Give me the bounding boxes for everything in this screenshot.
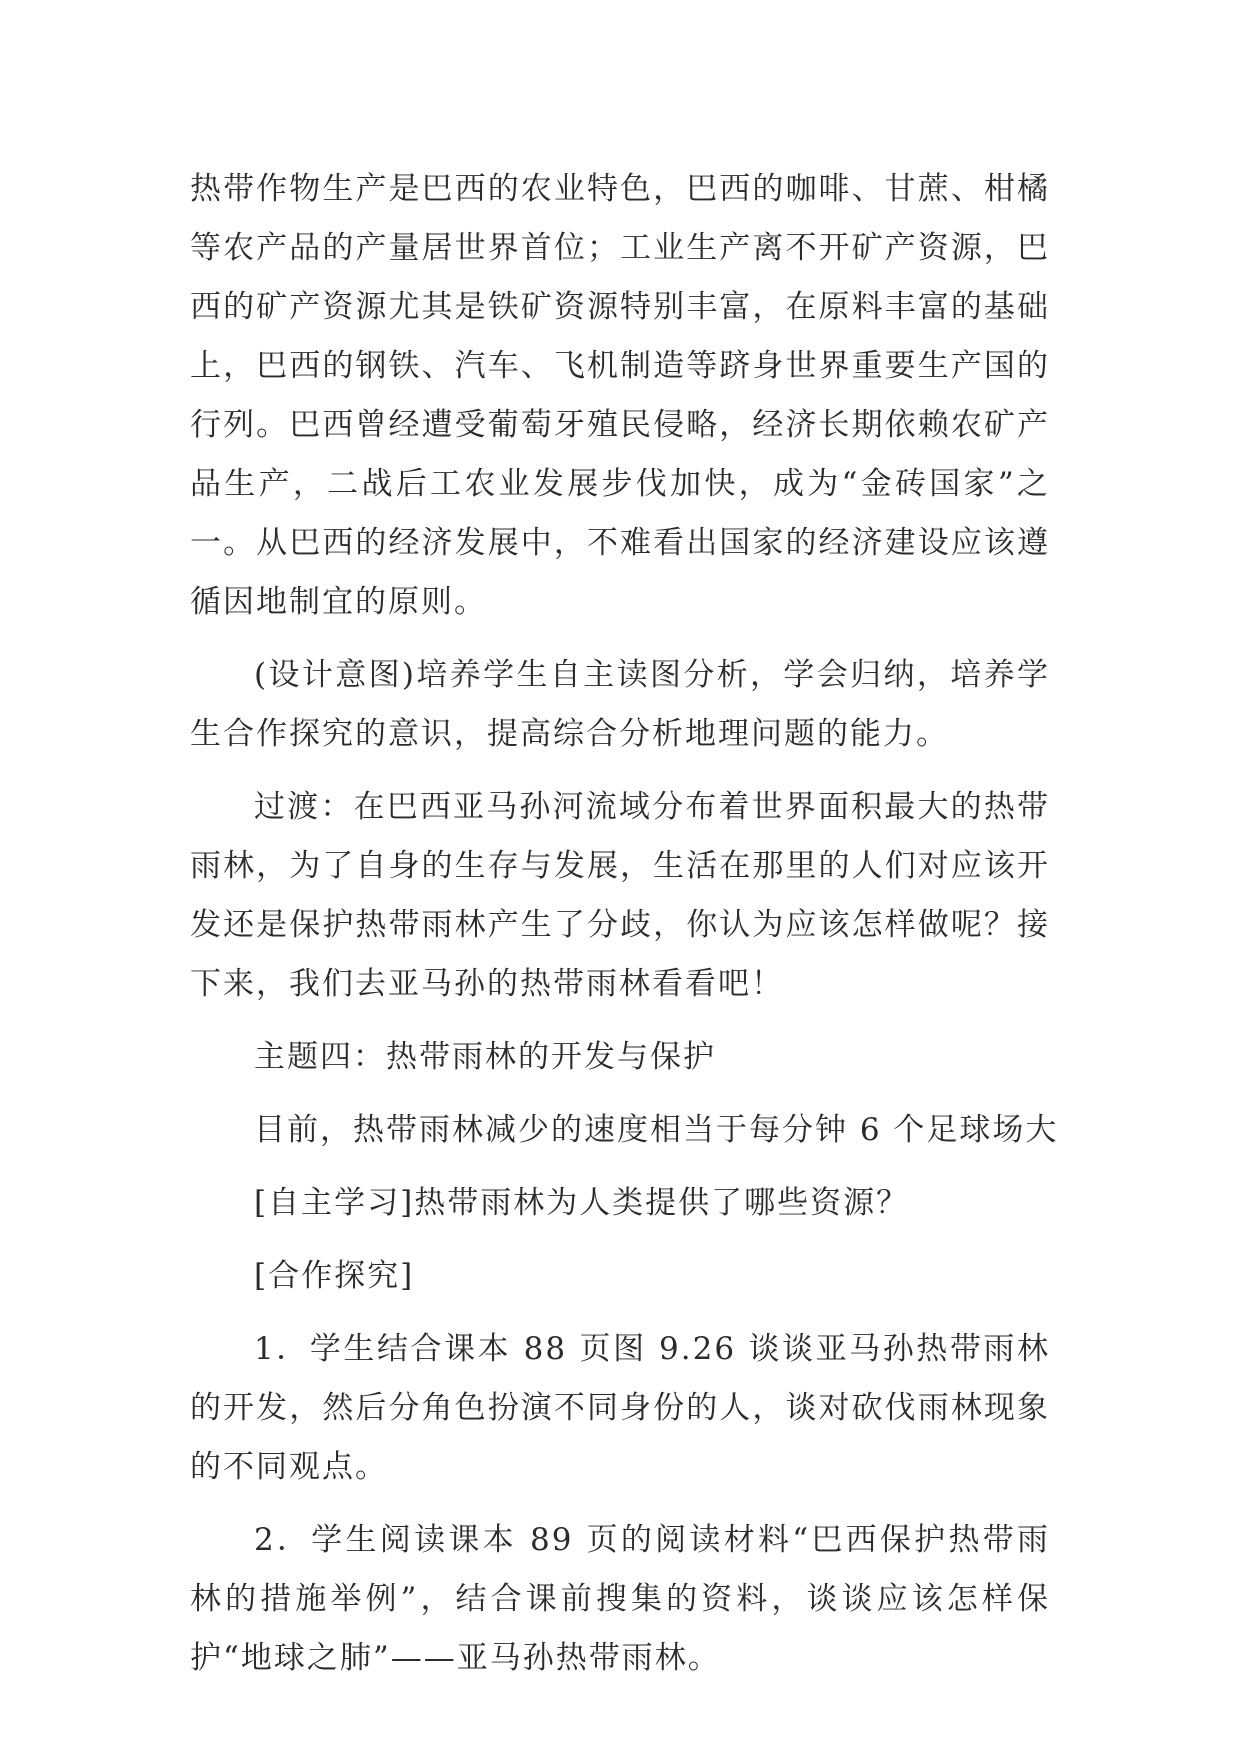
list-item-1: 1．学生结合课本 88 页图 9.26 谈谈亚马孙热带雨林的开发，然后分角色扮演不同身份的人，谈对砍伐雨林现象的不同观点。 — [190, 1331, 1050, 1485]
paragraph-gap — [190, 1160, 1050, 1174]
paragraph-transition: 过渡：在巴西亚马孙河流域分布着世界面积最大的热带雨林，为了自身的生存与发展，生活在那里的人们对应该开发还是保护热带雨林产生了分歧，你认为应该怎样做呢？接下来，我们去亚马孙的热带雨林看看吧！ — [190, 789, 1050, 1002]
paragraph-gap — [190, 1014, 1050, 1028]
document-body — [190, 160, 1059, 1688]
section-heading-theme-four: 主题四：热带雨林的开发与保护 — [254, 1039, 716, 1075]
paragraph-self-study: [自主学习]热带雨林为人类提供了哪些资源？ — [254, 1185, 910, 1221]
paragraph-gap — [190, 632, 1050, 646]
paragraph-gap — [190, 1497, 1050, 1511]
paragraph-cooperative-inquiry: [合作探究] — [254, 1258, 415, 1294]
paragraph-gap — [190, 1306, 1050, 1320]
paragraph-rainforest-loss: 目前，热带雨林减少的速度相当于每分钟 6 个足球场大 — [254, 1112, 1059, 1148]
list-item-2: 2．学生阅读课本 89 页的阅读材料“巴西保护热带雨林的措施举例”，结合课前搜集的资料，谈谈应该怎样保护“地球之肺”——亚马孙热带雨林。 — [190, 1522, 1050, 1676]
paragraph-brazil-economy: 热带作物生产是巴西的农业特色，巴西的咖啡、甘蔗、柑橘等农产品的产量居世界首位；工业生产离不开矿产资源，巴西的矿产资源尤其是铁矿资源特别丰富，在原料丰富的基础上，巴西的钢铁、汽车、飞机制造等跻身世界重要生产国的行列。巴西曾经遭受葡萄牙殖民侵略，经济长期依赖农矿产品生产，二战后工农业发展步伐加快，成为“金砖国家”之一。从巴西的经济发展中，不难看出国家的经济建设应该遵循因地制宜的原则。 — [190, 171, 1050, 620]
paragraph-design-intent: (设计意图)培养学生自主读图分析，学会归纳，培养学生合作探究的意识，提高综合分析地理问题的能力。 — [190, 657, 1050, 752]
paragraph-gap — [190, 1233, 1050, 1247]
paragraph-gap — [190, 764, 1050, 778]
paragraph-gap — [190, 1087, 1050, 1101]
